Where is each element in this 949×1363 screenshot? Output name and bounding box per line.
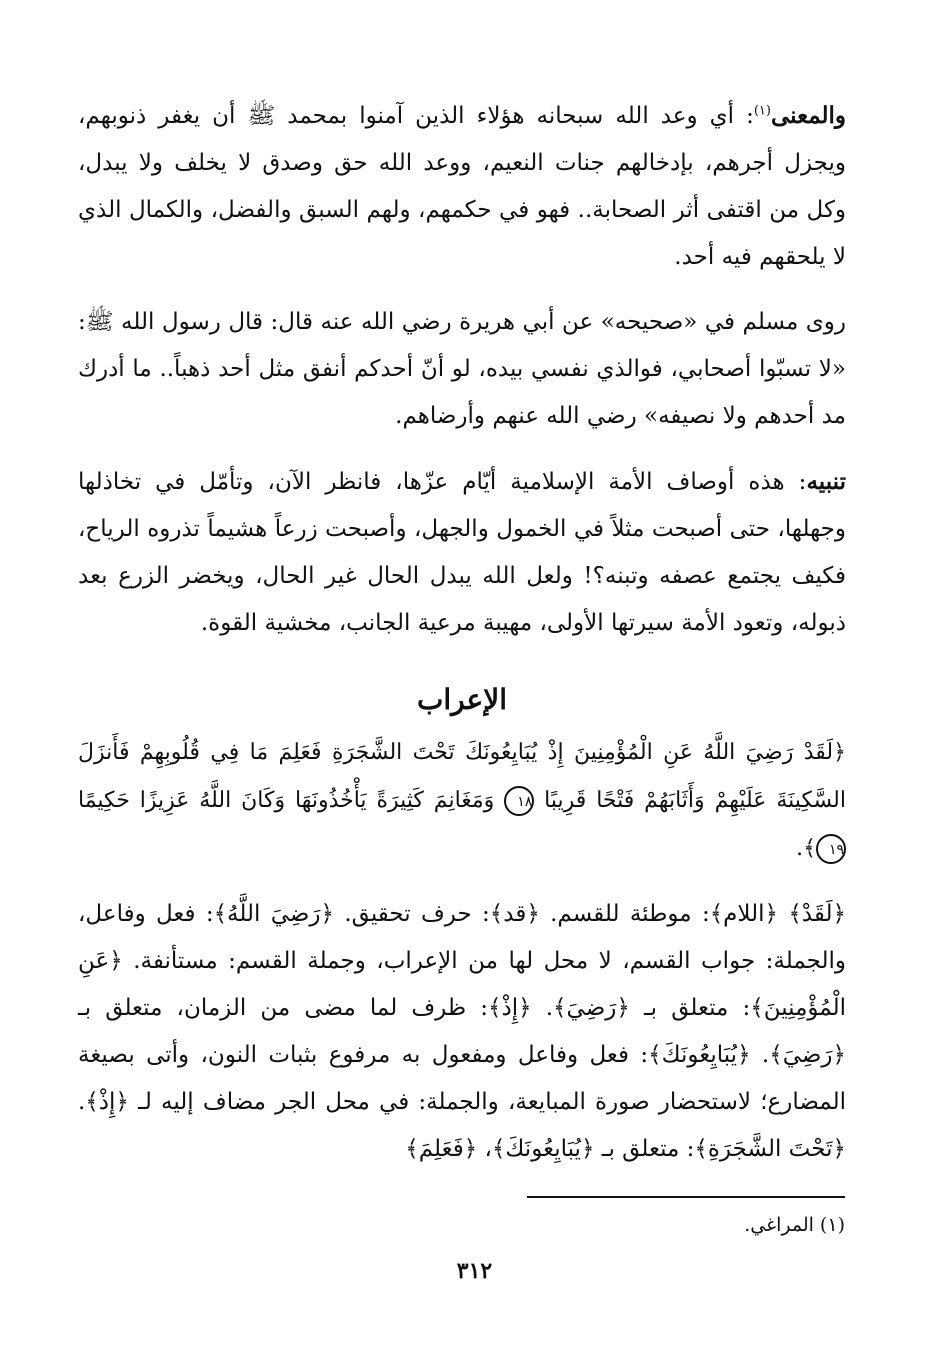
ayah-number-19: ١٩: [816, 834, 846, 864]
section-heading-irab: الإعراب: [416, 683, 508, 716]
page-body: [78, 92, 846, 1173]
footnote-divider: [527, 1196, 845, 1198]
footnote: (١) المراغي.: [744, 1214, 845, 1236]
paragraph-meaning: [78, 92, 846, 281]
verse-open-bracket: ﴿: [833, 740, 846, 765]
paragraph-hadith: روى مسلم في «صحيحه» عن أبي هريرة رضي الله عنه قال: قال رسول الله ﷺ: «لا تسبّوا أصحابي، فوالذي نفسي بيده، لو أنّ أحدكم أنفق مثل أحد ذهباً.. ما أدرك مد أحدهم ولا نصيفه» رضي الله عنهم وأرضاهم.: [78, 309, 846, 429]
page-number: ٣١٢: [456, 1258, 493, 1284]
ayah-number-18: ١٨: [504, 786, 534, 816]
verse-18-text: لَقَدْ رَضِيَ اللَّهُ عَنِ الْمُؤْمِنِينَ إِذْ يُبَايِعُونَكَ تَحْتَ الشَّجَرَةِ فَعَلِمَ مَا فِي قُلُوبِهِمْ فَأَنزَلَ السَّكِينَةَ عَلَيْهِمْ وَأَثَابَهُمْ فَتْحًا قَرِيبًا: [78, 740, 846, 813]
lead-word-meaning: والمعنى: [770, 102, 846, 129]
lead-word-note: تنبيه: [806, 468, 846, 495]
footnote-marker: (١): [753, 103, 771, 119]
verse-close-bracket: ﴾.: [796, 836, 816, 861]
quran-verses: [78, 729, 846, 873]
paragraph-irab: ﴿لَقَدْ﴾ ﴿اللام﴾: موطئة للقسم. ﴿قد﴾: حرف تحقيق. ﴿رَضِيَ اللَّهُ﴾: فعل وفاعل، والجملة: جواب القسم، لا محل لها من الإعراب، وجملة القسم: مستأنفة. ﴿عَنِ الْمُؤْمِنِينَ﴾: متعلق بـ ﴿رَضِيَ﴾. ﴿إِذْ﴾: ظرف لما مضى من الزمان، متعلق بـ ﴿رَضِيَ﴾. ﴿يُبَايِعُونَكَ﴾: فعل وفاعل ومفعول به مرفوع بثبات النون، وأتى بصيغة المضارع؛ لاستحضار صورة المبايعة، والجملة: في محل الجر مضاف إليه لـ ﴿إِذْ﴾. ﴿تَحْتَ الشَّجَرَةِ﴾: متعلق بـ ﴿يُبَايِعُونَكَ﴾، ﴿فَعَلِمَ﴾: [78, 901, 846, 1162]
paragraph-note-text: : هذه أوصاف الأمة الإسلامية أيّام عزّها، فانظر الآن، وتأمّل في تخاذلها وجهلها، حتى أصبحت مثلاً في الخمول والجهل، وأصبحت زرعاً هشيماً تذروه الرياح، فكيف يجتمع عصفه وتبنه؟! ولعل الله يبدل الحال غير الحال، ويخضر الزرع بعد ذبوله، وتعود الأمة سيرتها الأولى، مهيبة مرعية الجانب، مخشية القوة.: [78, 469, 846, 636]
paragraph-note: [78, 458, 846, 647]
paragraph-meaning-text: : أي وعد الله سبحانه هؤلاء الذين آمنوا بمحمد ﷺ أن يغفر ذنوبهم، ويجزل أجرهم، بإدخالهم جنات النعيم، ووعد الله حق وصدق لا يخلف ولا يبدل، وكل من اقتفى أثر الصحابة.. فهو في حكمهم، ولهم السبق والفضل، والكمال الذي لا يلحقهم فيه أحد.: [78, 103, 846, 270]
verse-19-text: وَمَغَانِمَ كَثِيرَةً يَأْخُذُونَهَا وَكَانَ اللَّهُ عَزِيزًا حَكِيمًا: [78, 788, 495, 813]
